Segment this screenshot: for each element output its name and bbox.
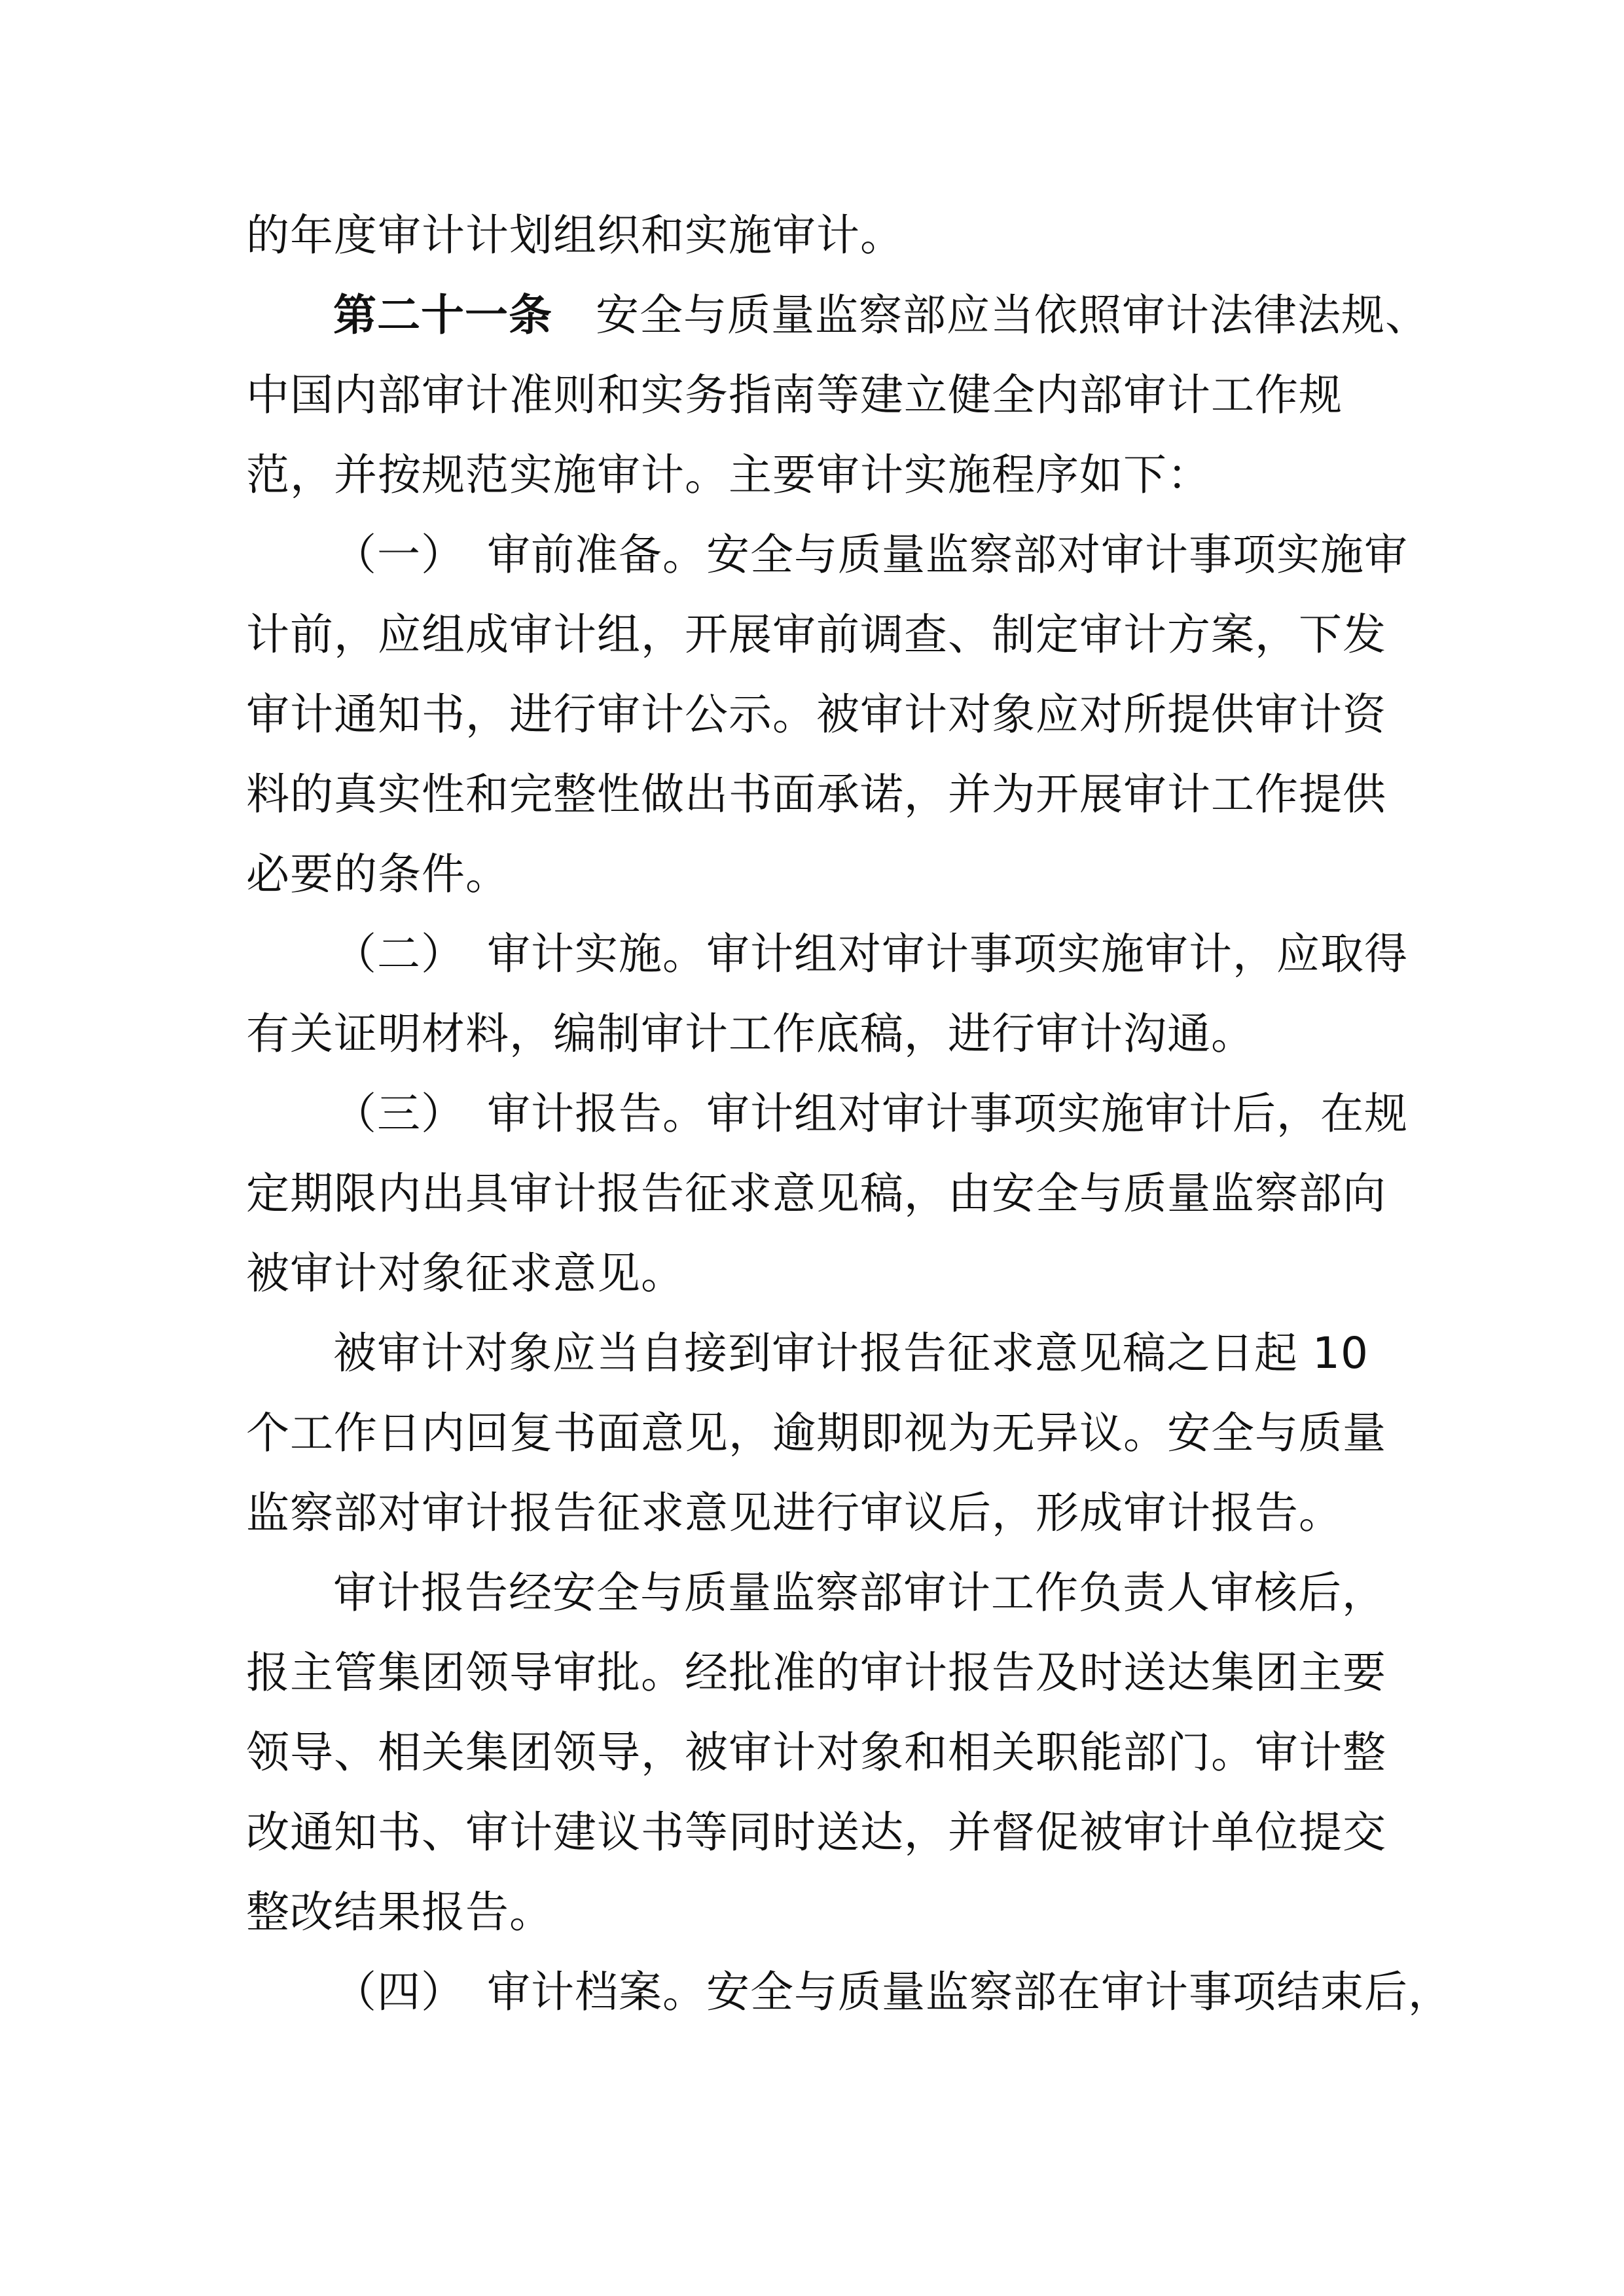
text-line-22: 整改结果报告。 (246, 1887, 553, 1937)
text-line-4: 范，并按规范实施审计。主要审计实施程序如下： (246, 450, 1211, 500)
item-3-heading: （三） 审计报告。审计组对审计事项实施审计后，在规 (333, 1088, 1408, 1139)
article-21-text: 安全与质量监察部应当依照审计法律法规、 (596, 290, 1429, 340)
text-line-8: 料的真实性和完整性做出书面承诺，并为开展审计工作提供 (246, 769, 1386, 819)
text-line-14: 被审计对象征求意见。 (246, 1248, 685, 1299)
article-21-first-line (333, 276, 1498, 355)
item-1-heading: （一） 审前准备。安全与质量监察部对审计事项实施审 (333, 529, 1408, 580)
text-line-13: 定期限内出具审计报告征求意见稿，由安全与质量监察部向 (246, 1168, 1386, 1219)
text-line-20: 领导、相关集团领导，被审计对象和相关职能部门。审计整 (246, 1727, 1386, 1778)
text-line-9: 必要的条件。 (246, 849, 509, 899)
text-line-16: 个工作日内回复书面意见，逾期即视为无异议。安全与质量 (246, 1408, 1386, 1458)
text-line-21: 改通知书、审计建议书等同时送达，并督促被审计单位提交 (246, 1807, 1386, 1857)
text-line-17: 监察部对审计报告征求意见进行审议后，形成审计报告。 (246, 1488, 1343, 1538)
text-line-1: 的年度审计计划组织和实施审计。 (246, 210, 904, 260)
paragraph-approval-first-line: 审计报告经安全与质量监察部审计工作负责人审核后， (333, 1568, 1386, 1618)
text-line-11: 有关证明材料，编制审计工作底稿，进行审计沟通。 (246, 1009, 1255, 1059)
item-2-heading: （二） 审计实施。审计组对审计事项实施审计，应取得 (333, 929, 1408, 979)
text-line-3: 中国内部审计准则和实务指南等建立健全内部审计工作规 (246, 370, 1343, 420)
item-4-heading: （四） 审计档案。安全与质量监察部在审计事项结束后， (333, 1967, 1452, 2017)
paragraph-reply-first-line: 被审计对象应当自接到审计报告征求意见稿之日起 10 (333, 1328, 1369, 1378)
text-line-19: 报主管集团领导审批。经批准的审计报告及时送达集团主要 (246, 1647, 1386, 1698)
text-line-7: 审计通知书，进行审计公示。被审计对象应对所提供审计资 (246, 689, 1386, 740)
text-line-6: 计前，应组成审计组，开展审前调查、制定审计方案，下发 (246, 609, 1386, 660)
article-title: 第二十一条 (333, 290, 552, 340)
